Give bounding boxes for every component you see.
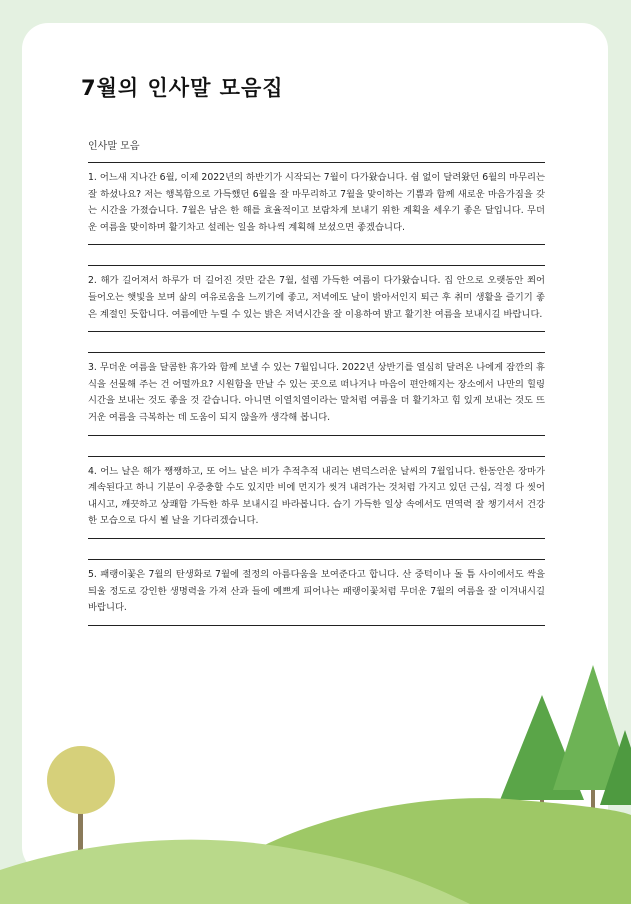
divider (88, 539, 545, 560)
pine-trees (500, 665, 631, 810)
greeting-item: 4. 어느 날은 해가 쨍쨍하고, 또 어느 날은 비가 추적추적 내리는 변덕스러운 날씨의 7월입니다. 한동안은 장마가 계속된다고 하니 기분이 우중충할 수도 있지만 비에 먼지가 씻겨 내려가는 것처럼 가지고 있던 근심, 걱정 다 씻어내시고, 깨끗하고 상쾌함 가득한 하루 보내시길 바라봅니다. 습기 가득한 일상 속에서도 면역력 잘 챙기셔서 건강한 모습으로 다시 뵐 날을 기다리겠습니다. (88, 457, 545, 539)
page-title: 7월의 인사말 모음집 (81, 76, 284, 100)
greeting-item: 5. 패랭이꽃은 7월의 탄생화로 7월에 절정의 아름다움을 보여준다고 합니다. 산 중턱이나 돌 틈 사이에서도 싹을 틔울 정도로 강인한 생명력을 가져 산과 들에 예쁘게 피어나는 패랭이꽃처럼 무더운 7월의 여름을 잘 이겨내시길 바랍니다. (88, 560, 545, 626)
greeting-item: 3. 무더운 여름을 달콤한 휴가와 함께 보낼 수 있는 7월입니다. 2022년 상반기를 열심히 달려온 나에게 잠깐의 휴식을 선물해 주는 건 어떨까요? 시원함을 만날 수 있는 곳으로 떠나거나 마음이 편안해지는 장소에서 나만의 힐링 시간을 보내는 것도 좋을 것 같습니다. 아니면 이열치열이라는 말처럼 여름을 더 활기차고 힘 있게 보내는 것도 뜨거운 여름을 극복하는 데 도움이 되지 않을까 생각해 봅니다. (88, 353, 545, 435)
divider (88, 332, 545, 353)
round-tree (47, 746, 115, 850)
greeting-item: 1. 어느새 지나간 6월, 이제 2022년의 하반기가 시작되는 7월이 다가왔습니다. 쉼 없이 달려왔던 6월의 마무리는 잘 하셨나요? 저는 행복함으로 가득했던 6월을 잘 마무리하고 7월을 맞이하는 기쁨과 함께 새로운 마음가짐을 갖는 시간을 가졌습니다. 7월은 남은 한 해를 효율적이고 보람차게 보내기 위한 계획을 세우기 좋은 달입니다. 무더운 여름을 맞이하며 활기차고 설레는 일을 하나씩 계획해 보셨으면 좋겠습니다. (88, 163, 545, 245)
divider (88, 245, 545, 266)
section-heading: 인사말 모음 (88, 137, 545, 163)
greeting-collection (88, 137, 545, 626)
divider (88, 436, 545, 457)
greeting-item: 2. 해가 길어져서 하루가 더 길어진 것만 같은 7월, 설렘 가득한 여름이 다가왔습니다. 집 안으로 오랫동안 쬐어 들어오는 햇빛을 보며 삶의 여유로움을 느끼기에 좋고, 저녁에도 날이 밝아서인지 퇴근 후 취미 생활을 즐기기 좋은 계절인 듯합니다. 여름에만 누릴 수 있는 밝은 저녁시간을 잘 이용하여 밝고 활기찬 여름을 보내시길 바랍니다. (88, 266, 545, 332)
